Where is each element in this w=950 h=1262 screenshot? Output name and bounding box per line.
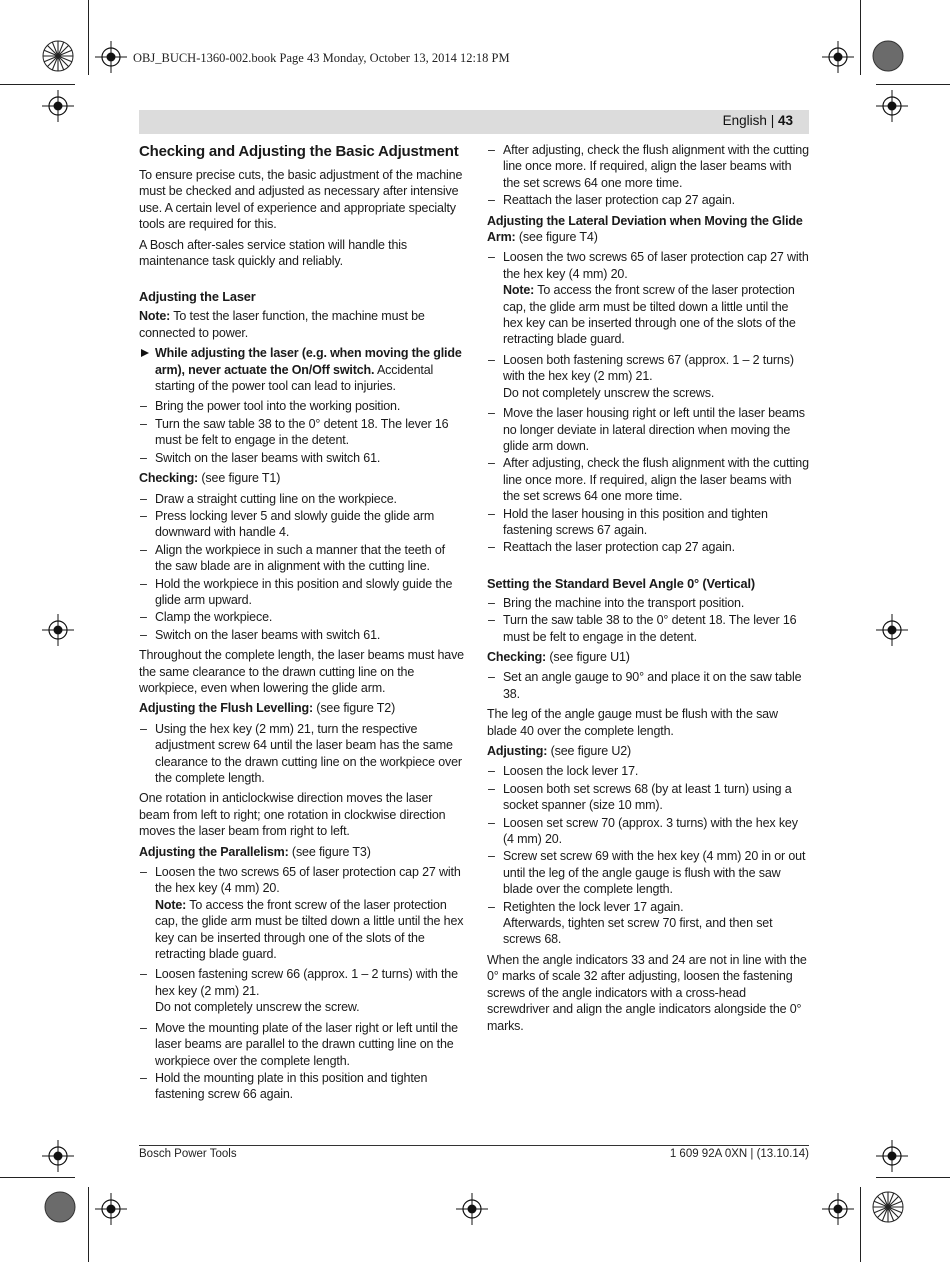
note-text: To access the front screw of the laser protection cap, the glide arm must be tilted down a little until the hex key can be inserted through one of the slots of the retracting blade guard. [503, 283, 796, 347]
lateral-heading [487, 213, 810, 246]
laser-note [139, 308, 464, 341]
list-item: – Draw a straight cutting line on the workpiece. [139, 491, 464, 507]
flush-heading [139, 700, 464, 716]
note-text: To test the laser function, the machine must be connected to power. [139, 309, 425, 340]
list-item: – Loosen set screw 70 (approx. 3 turns) with the hex key (4 mm) 20. [487, 815, 810, 848]
crosshair-registration-icon [42, 90, 74, 122]
step-note: Do not completely unscrew the screw. [155, 1000, 360, 1015]
crosshair-registration-icon [95, 41, 127, 73]
starburst-registration-icon [42, 40, 74, 72]
intro-paragraph: To ensure precise cuts, the basic adjustment of the machine must be checked and adjusted as necessary after intensive use. A certain level of experience and appropriate specialty tools are required for this. [139, 168, 463, 232]
checking-ref: (see figure U1) [546, 649, 630, 664]
warning-triangle-icon [141, 349, 149, 357]
note-label: Note: [503, 283, 535, 298]
list-item [139, 966, 464, 1015]
checking-steps-list [139, 491, 464, 644]
warning-text: Accidental starting of the power tool can lead to injuries. [155, 362, 434, 394]
parallel-steps-list [139, 864, 464, 1103]
adjusting-heading [487, 743, 810, 759]
note-text: To access the front screw of the laser protection cap, the glide arm must be tilted down a little until the hex key can be inserted through one of the slots of the retracting blade guard. [155, 897, 464, 962]
closing-paragraph: When the angle indicators 33 and 24 are not in line with the 0° marks of scale 32 after adjusting, loosen the fastening screws of the angle indicators with a cross-head screwdriver and align the angle indicators alongside the 0° marks. [487, 952, 807, 1033]
checking-label: Checking: [487, 649, 547, 664]
footer-doc-number: 1 609 92A 0XN | (13.10.14) [669, 1148, 809, 1160]
list-item: – Loosen the lock lever 17. [487, 763, 810, 779]
step-text: Loosen the two screws 65 of laser protection cap 27 with the hex key (4 mm) 20. [155, 865, 461, 896]
flush-ref: (see figure T2) [312, 701, 396, 716]
checking-ref: (see figure T1) [198, 471, 281, 486]
parallel-label: Adjusting the Parallelism: [139, 844, 289, 859]
step-note: Do not completely unscrew the screws. [503, 385, 715, 400]
leg-paragraph: The leg of the angle gauge must be flush with the saw blade 40 over the complete length. [487, 707, 778, 738]
crop-line [860, 1187, 861, 1262]
crop-line [876, 1177, 950, 1178]
list-item [487, 249, 810, 347]
left-column [139, 142, 464, 1107]
rotation-paragraph: One rotation in anticlockwise direction moves the laser beam from left to right; one rotation in clockwise direction moves the laser beam from right to left. [139, 791, 446, 839]
list-item [139, 864, 464, 962]
list-item: – Hold the laser housing in this position and tighten fastening screws 67 again. [487, 506, 810, 539]
parallel-ref: (see figure T3) [288, 844, 371, 859]
clearance-paragraph: Throughout the complete length, the laser beams must have the same clearance to the drawn cutting line on the workpiece, even when lowering the glide arm. [139, 648, 464, 695]
step-note: Afterwards, tighten set screw 70 first, and then set screws 68. [503, 916, 773, 947]
checking-steps-list [487, 669, 810, 702]
adjusting-steps-list [487, 763, 810, 947]
crosshair-registration-icon [822, 1193, 854, 1225]
list-item: – Switch on the laser beams with switch 61. [139, 450, 464, 466]
crop-line [0, 84, 75, 85]
step-text: Loosen the two screws 65 of laser protection cap 27 with the hex key (4 mm) 20. [503, 250, 809, 281]
flush-steps-list [139, 721, 464, 787]
crop-line [88, 0, 89, 75]
crosshair-registration-icon [42, 1140, 74, 1172]
list-item: – Move the mounting plate of the laser right or left until the laser beams are parallel to the drawn cutting line on the workpiece over the complete length. [139, 1020, 464, 1069]
crosshair-registration-icon [822, 41, 854, 73]
bevel-steps-list [487, 595, 810, 645]
list-item: – Using the hex key (2 mm) 21, turn the respective adjustment screw 64 until the laser beam has the same clearance to the drawn cutting line on the workpiece over the complete length. [139, 721, 464, 787]
crosshair-registration-icon [876, 1140, 908, 1172]
note-label: Note: [139, 309, 171, 324]
list-item: – Align the workpiece in such a manner that the teeth of the saw blade are in alignment with the cutting line. [139, 542, 464, 575]
list-item: – Hold the workpiece in this position and slowly guide the glide arm upward. [139, 576, 464, 609]
gray-registration-dot-icon [44, 1191, 76, 1223]
crop-line [0, 1177, 75, 1178]
list-item: – After adjusting, check the flush alignment with the cutting line once more. If required, align the laser beams with the set screws 64 one more time. [487, 142, 810, 191]
crop-line [88, 1187, 89, 1262]
list-item: – Move the laser housing right or left until the laser beams no longer deviate in lateral direction when moving the glide arm down. [487, 405, 810, 454]
crop-line [860, 0, 861, 75]
list-item: – Turn the saw table 38 to the 0° detent 18. The lever 16 must be felt to engage in the detent. [139, 416, 464, 449]
list-item: – Set an angle gauge to 90° and place it on the saw table 38. [487, 669, 810, 702]
list-item: – Turn the saw table 38 to the 0° detent 18. The lever 16 must be felt to engage in the detent. [487, 612, 810, 645]
flush-label: Adjusting the Flush Levelling: [139, 701, 313, 716]
list-item [487, 352, 810, 401]
lateral-label: Adjusting the Lateral Deviation when Moving the Glide Arm: [487, 213, 803, 245]
gray-registration-dot-icon [872, 40, 904, 72]
step-text: Loosen both fastening screws 67 (approx. 1 – 2 turns) with the hex key (2 mm) 21. [503, 352, 794, 384]
list-item [487, 899, 810, 948]
list-item: – After adjusting, check the flush alignment with the cutting line once more. If required, align the laser beams with the set screws 64 one more time. [487, 455, 810, 504]
lateral-steps-list [487, 249, 810, 555]
intro-paragraph: A Bosch after-sales service station will handle this maintenance task quickly and reliably. [139, 237, 408, 269]
adjusting-ref: (see figure U2) [547, 744, 632, 758]
list-item: – Reattach the laser protection cap 27 again. [487, 539, 810, 555]
crop-line [876, 84, 950, 85]
parallel-heading [139, 844, 464, 860]
page-header-bar [139, 110, 809, 134]
right-column [487, 142, 810, 1038]
checking-label: Checking: [139, 471, 199, 486]
list-item: – Hold the mounting plate in this position and tighten fastening screw 66 again. [139, 1070, 464, 1103]
list-item: – Switch on the laser beams with switch 61. [139, 627, 464, 643]
crosshair-registration-icon [876, 614, 908, 646]
starburst-registration-icon [872, 1191, 904, 1223]
crosshair-registration-icon [95, 1193, 127, 1225]
list-item: – Bring the machine into the transport position. [487, 595, 810, 611]
footer-rule [139, 1145, 809, 1146]
header-separator: | [770, 113, 775, 128]
list-item: – Bring the power tool into the working position. [139, 398, 464, 414]
checking-heading [139, 470, 464, 486]
lateral-ref: (see figure T4) [515, 230, 598, 245]
warning-bold: While adjusting the laser (e.g. when moving the glide arm), never actuate the On/Off switch. [155, 346, 462, 377]
book-header: OBJ_BUCH-1360-002.book Page 43 Monday, October 13, 2014 12:18 PM [133, 51, 510, 65]
bevel-heading: Setting the Standard Bevel Angle 0° (Vertical) [487, 575, 755, 591]
footer-brand: Bosch Power Tools [139, 1148, 237, 1160]
step-text: Retighten the lock lever 17 again. [503, 899, 684, 914]
language-label: English [722, 113, 767, 128]
step-text: Loosen fastening screw 66 (approx. 1 – 2 turns) with the hex key (2 mm) 21. [155, 967, 458, 998]
laser-heading: Adjusting the Laser [139, 289, 256, 305]
prep-steps-list [139, 398, 464, 466]
list-item: – Reattach the laser protection cap 27 again. [487, 192, 810, 208]
list-item: – Press locking lever 5 and slowly guide the glide arm downward with handle 4. [139, 508, 464, 541]
step-note [155, 897, 464, 963]
continued-steps-list [487, 142, 810, 209]
section-title: Checking and Adjusting the Basic Adjustment [139, 143, 459, 160]
list-item: – Loosen both set screws 68 (by at least 1 turn) using a socket spanner (size 10 mm). [487, 781, 810, 814]
step-note [503, 282, 810, 348]
list-item: – Clamp the workpiece. [139, 609, 464, 625]
warning-block [139, 345, 464, 394]
page-header-text [723, 113, 793, 128]
page-number: 43 [777, 113, 793, 128]
checking-heading [487, 649, 810, 665]
list-item: – Screw set screw 69 with the hex key (4 mm) 20 in or out until the leg of the angle gauge is flush with the saw blade over the complete length. [487, 848, 810, 897]
crosshair-registration-icon [42, 614, 74, 646]
crosshair-registration-icon [876, 90, 908, 122]
adjusting-label: Adjusting: [487, 744, 548, 758]
crosshair-registration-icon [456, 1193, 488, 1225]
note-label: Note: [155, 897, 187, 912]
